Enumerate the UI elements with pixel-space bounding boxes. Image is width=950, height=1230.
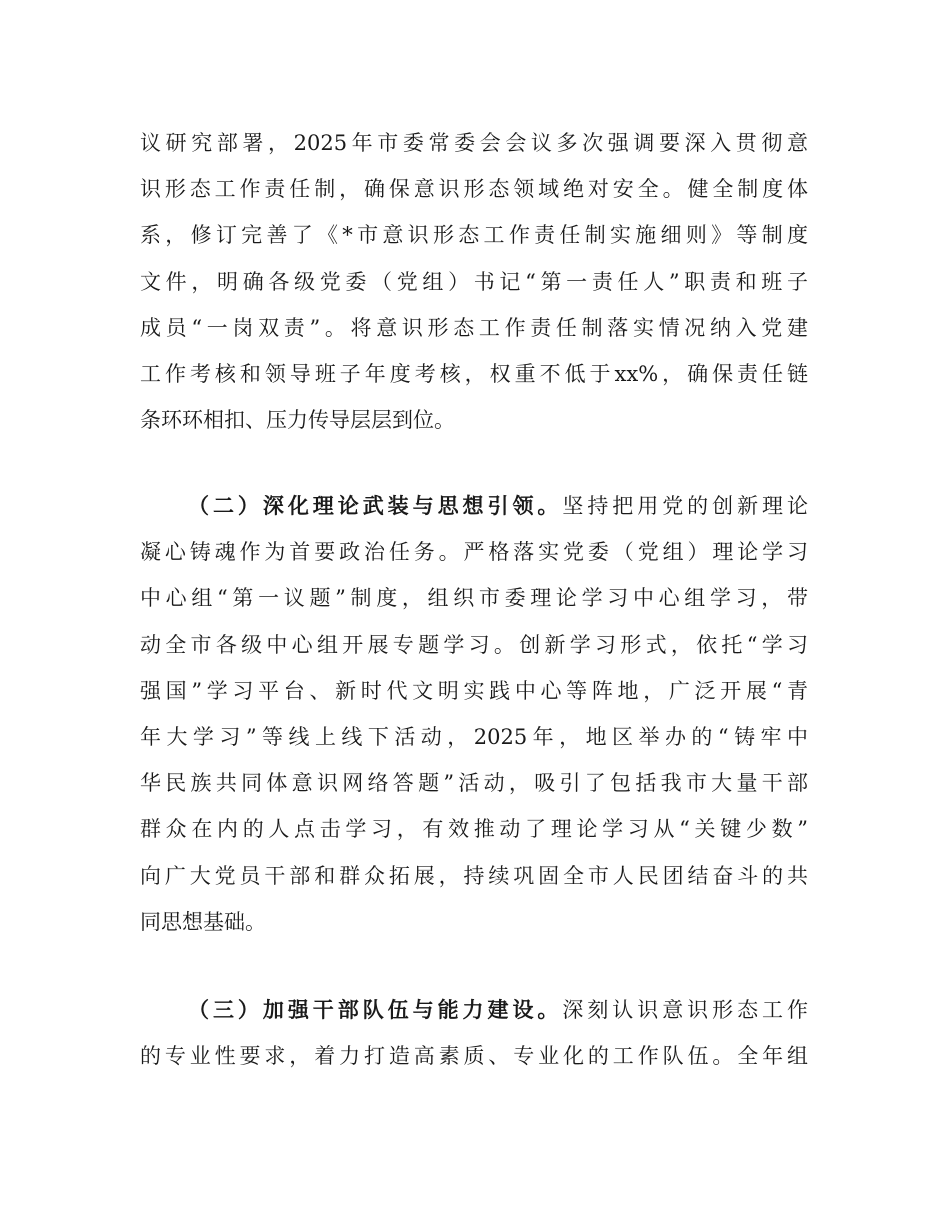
body-text: 坚持把用党的创新理论 (562, 494, 808, 518)
text-line: 文件，明确各级党委（党组）书记“第一责任人”职责和班子 (140, 269, 808, 294)
text-line: 华民族共同体意识网络答题”活动，吸引了包括我市大量干部 (140, 771, 808, 796)
text-line: 动全市各级中心组开展专题学习。创新学习形式，依托“学习 (140, 632, 808, 657)
section-heading: （三）加强干部队伍与能力建设。 (188, 998, 563, 1022)
text-line: 识形态工作责任制，确保意识形态领域绝对安全。健全制度体 (140, 177, 808, 202)
text-line (188, 995, 808, 1025)
text-line: 中心组“第一议题”制度，组织市委理论学习中心组学习，带 (140, 586, 808, 611)
section-heading: （二）深化理论武装与思想引领。 (188, 494, 563, 518)
text-line: 系，修订完善了《*市意识形态工作责任制实施细则》等制度 (140, 223, 808, 248)
text-line: 的专业性要求，着力打造高素质、专业化的工作队伍。全年组 (140, 1044, 808, 1069)
text-line: 年大学习”等线上线下活动，2025年，地区举办的“铸牢中 (140, 725, 808, 749)
text-line: 议研究部署，2025年市委常委会会议多次强调要深入贯彻意 (140, 131, 808, 155)
text-line: 条环环相扣、压力传导层层到位。 (140, 408, 455, 433)
text-line: 强国”学习平台、新时代文明实践中心等阵地，广泛开展“青 (140, 678, 808, 703)
text-line: 成员“一岗双责”。将意识形态工作责任制落实情况纳入党建 (140, 315, 808, 340)
text-line: 向广大党员干部和群众拓展，持续巩固全市人民团结奋斗的共 (140, 863, 808, 888)
text-line: 工作考核和领导班子年度考核，权重不低于xx%，确保责任链 (140, 362, 808, 386)
text-line: 群众在内的人点击学习，有效推动了理论学习从“关键少数” (140, 817, 808, 842)
body-text: 深刻认识意识形态工作 (562, 998, 808, 1022)
text-line: 凝心铸魂作为首要政治任务。严格落实党委（党组）理论学习 (140, 540, 808, 565)
text-line: 同思想基础。 (140, 909, 266, 934)
text-line (188, 491, 808, 521)
